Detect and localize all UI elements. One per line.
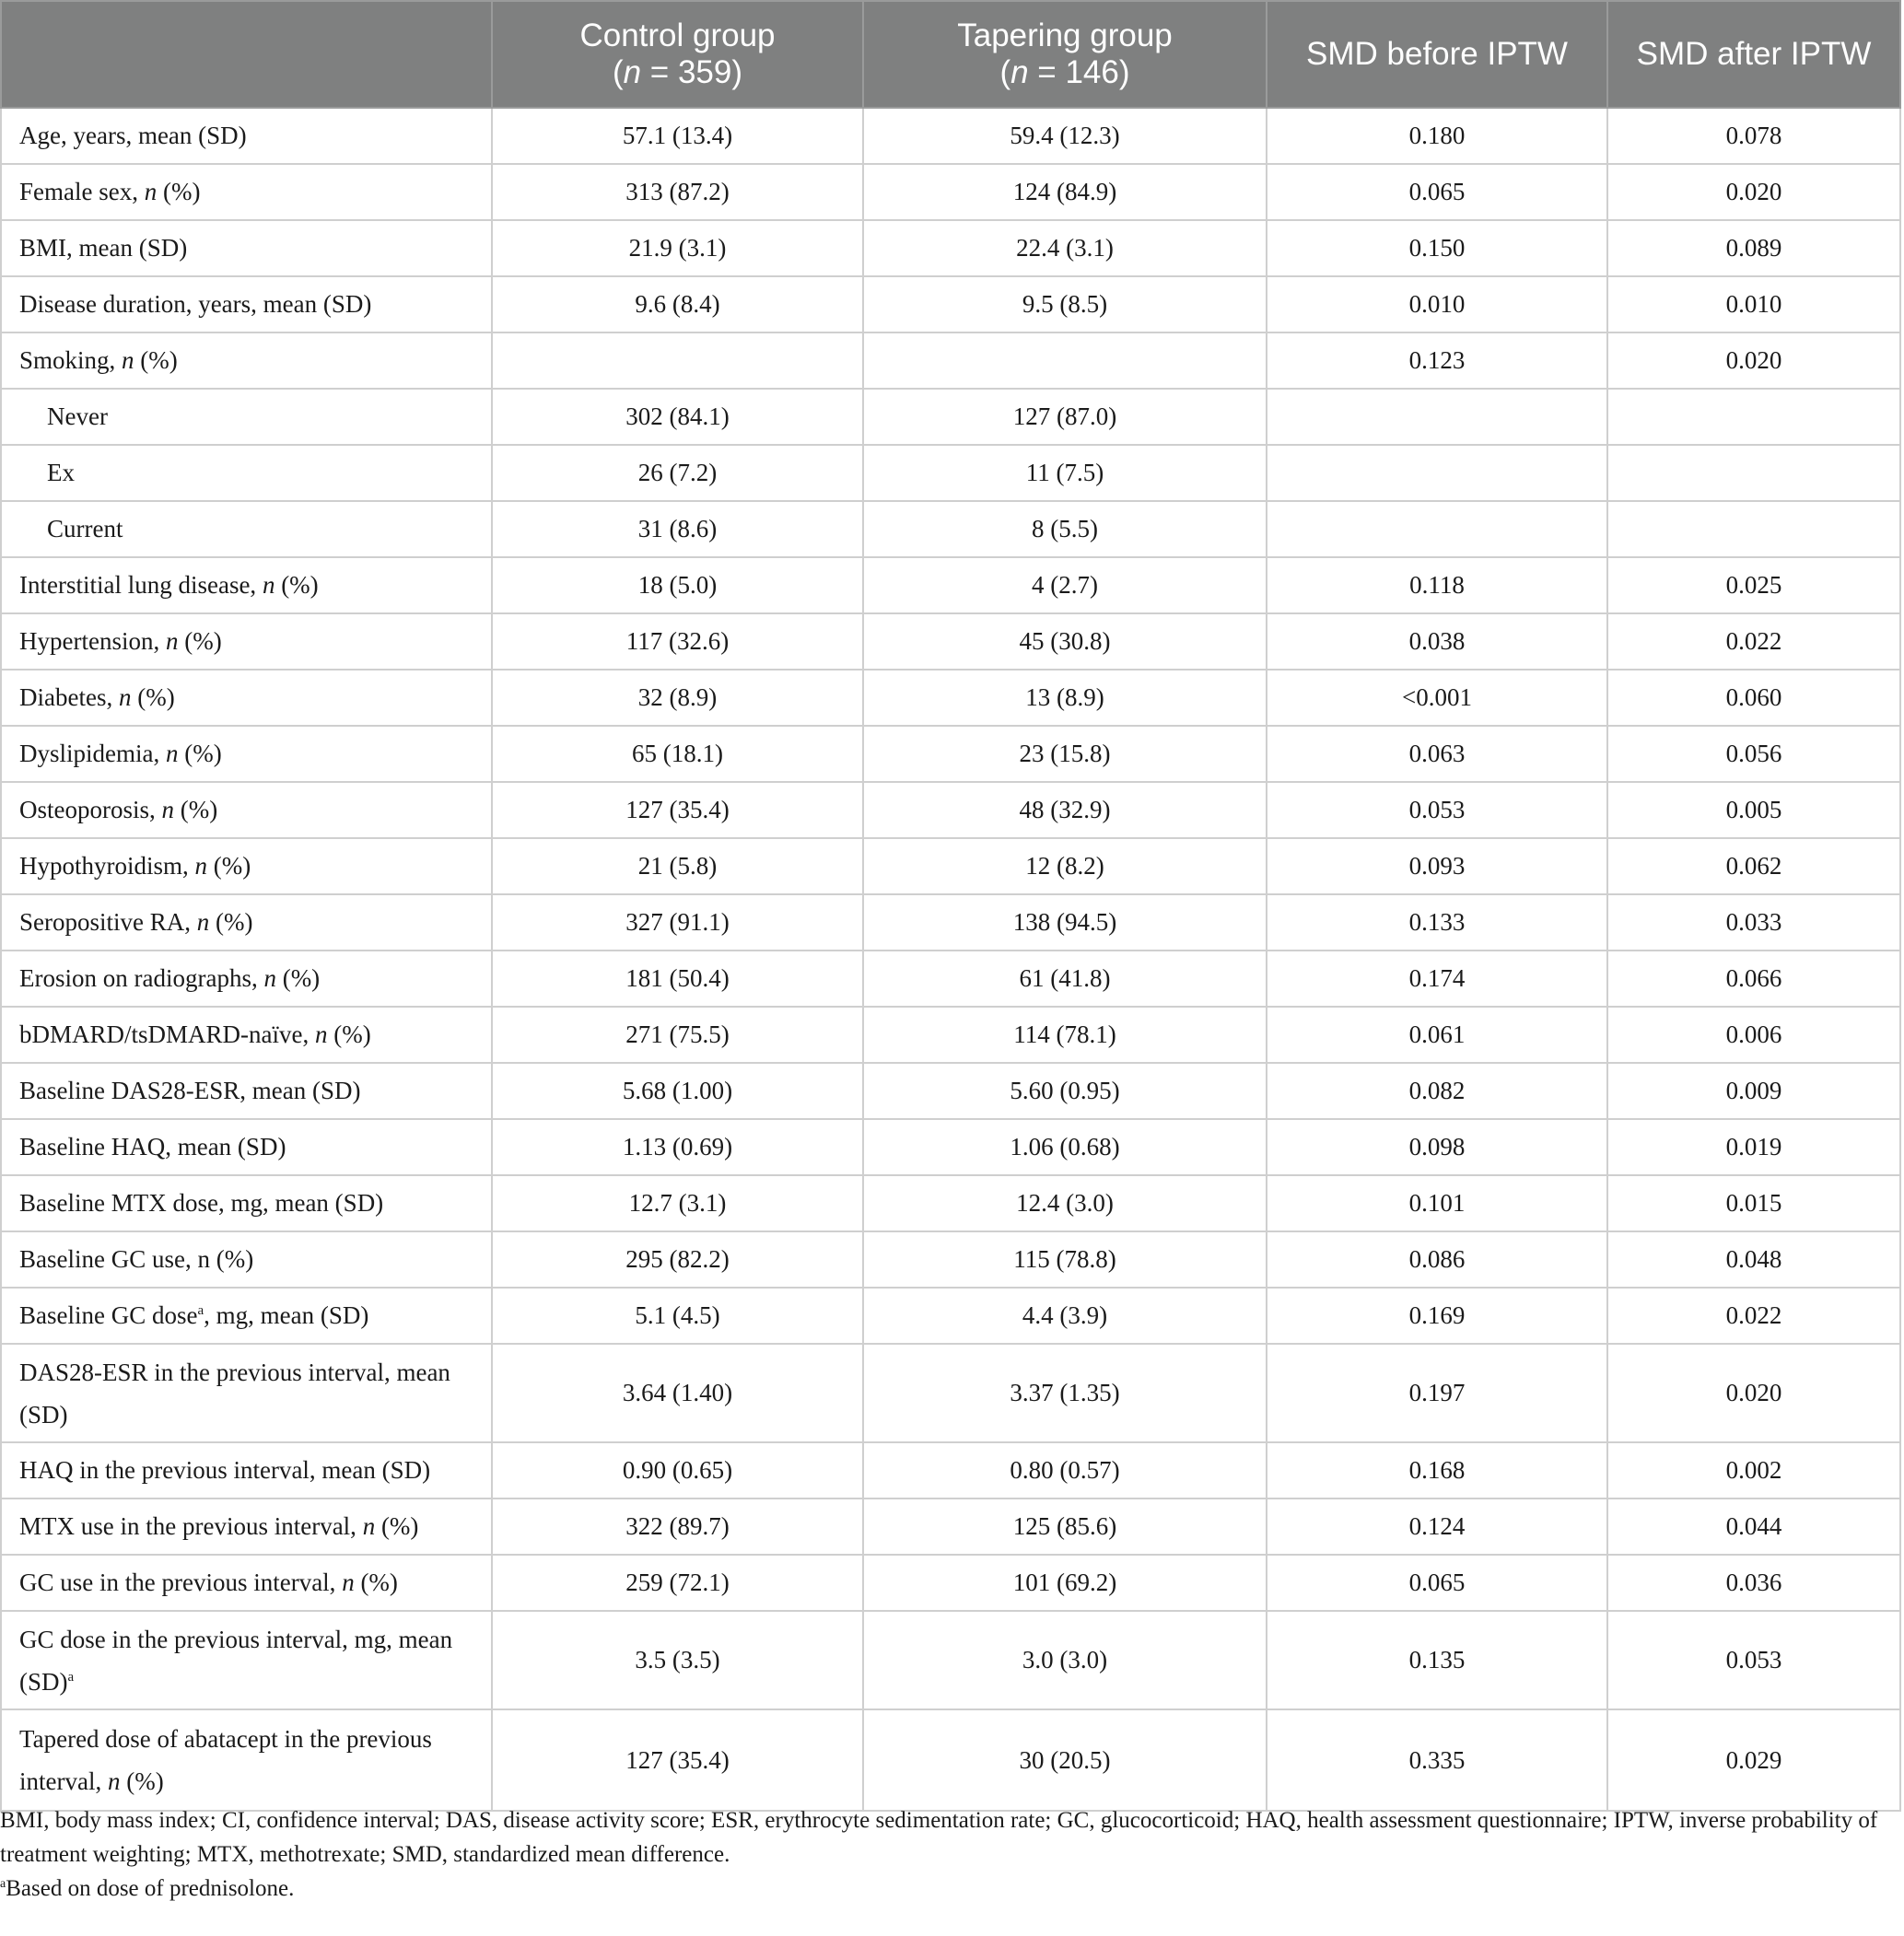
smd-after-value: 0.009	[1607, 1063, 1900, 1119]
row-label: DAS28-ESR in the previous interval, mean (SD)	[1, 1344, 492, 1442]
smd-before-value: 0.061	[1267, 1007, 1607, 1063]
smd-before-value: 0.169	[1267, 1288, 1607, 1344]
tapering-value: 4.4 (3.9)	[863, 1288, 1267, 1344]
tapering-value: 12.4 (3.0)	[863, 1175, 1267, 1231]
tapering-value: 127 (87.0)	[863, 389, 1267, 445]
table-row	[1, 951, 1900, 1007]
control-value: 1.13 (0.69)	[492, 1119, 863, 1175]
control-value: 0.90 (0.65)	[492, 1442, 863, 1499]
table-row	[1, 1555, 1900, 1611]
table-row	[1, 782, 1900, 838]
tapering-value: 48 (32.9)	[863, 782, 1267, 838]
tapering-value: 8 (5.5)	[863, 501, 1267, 557]
control-value: 26 (7.2)	[492, 445, 863, 501]
smd-before-value: 0.168	[1267, 1442, 1607, 1499]
table-row	[1, 613, 1900, 670]
row-label: Baseline GC use, n (%)	[1, 1231, 492, 1288]
table-row	[1, 276, 1900, 332]
row-label: Age, years, mean (SD)	[1, 108, 492, 164]
control-value: 327 (91.1)	[492, 894, 863, 951]
smd-after-value: 0.078	[1607, 108, 1900, 164]
smd-before-value: 0.135	[1267, 1611, 1607, 1709]
header-tapering-group	[863, 1, 1267, 108]
header-control-label: Control group	[579, 17, 776, 53]
control-value: 302 (84.1)	[492, 389, 863, 445]
smd-before-value: 0.098	[1267, 1119, 1607, 1175]
control-value: 117 (32.6)	[492, 613, 863, 670]
tapering-value: 13 (8.9)	[863, 670, 1267, 726]
tapering-value: 1.06 (0.68)	[863, 1119, 1267, 1175]
row-label: bDMARD/tsDMARD-naïve, n (%)	[1, 1007, 492, 1063]
smd-before-value: 0.053	[1267, 782, 1607, 838]
row-label: Seropositive RA, n (%)	[1, 894, 492, 951]
smd-before-value: 0.133	[1267, 894, 1607, 951]
tapering-value: 12 (8.2)	[863, 838, 1267, 894]
tapering-value: 11 (7.5)	[863, 445, 1267, 501]
smd-after-value	[1607, 389, 1900, 445]
smd-before-value	[1267, 445, 1607, 501]
tapering-value: 45 (30.8)	[863, 613, 1267, 670]
row-label: Baseline DAS28-ESR, mean (SD)	[1, 1063, 492, 1119]
control-value	[492, 332, 863, 389]
row-label: Erosion on radiographs, n (%)	[1, 951, 492, 1007]
footnote-abbreviations: BMI, body mass index; CI, confidence interval; DAS, disease activity score; ESR, erythrocyte sedimentation rate; GC, glucocorticoid; HAQ, health assessment questionnaire; IPTW, inverse probability of treatment weighting; MTX, methotrexate; SMD, standardized mean difference.	[0, 1808, 1878, 1867]
row-label: Hypothyroidism, n (%)	[1, 838, 492, 894]
control-value: 3.5 (3.5)	[492, 1611, 863, 1709]
smd-before-value: 0.174	[1267, 951, 1607, 1007]
table-row	[1, 1442, 1900, 1499]
header-smd-after: SMD after IPTW	[1607, 1, 1900, 108]
tapering-value: 30 (20.5)	[863, 1709, 1267, 1811]
footnote-a: $^a$Based on dose of prednisolone.	[0, 1876, 295, 1901]
tapering-value: 3.0 (3.0)	[863, 1611, 1267, 1709]
control-value: 259 (72.1)	[492, 1555, 863, 1611]
smd-after-value: 0.066	[1607, 951, 1900, 1007]
control-value: 21.9 (3.1)	[492, 220, 863, 276]
control-value: 32 (8.9)	[492, 670, 863, 726]
table-row	[1, 220, 1900, 276]
tapering-value: 114 (78.1)	[863, 1007, 1267, 1063]
smd-after-value: 0.048	[1607, 1231, 1900, 1288]
smd-after-value: 0.036	[1607, 1555, 1900, 1611]
smd-after-value: 0.022	[1607, 613, 1900, 670]
smd-before-value: 0.086	[1267, 1231, 1607, 1288]
row-label: Disease duration, years, mean (SD)	[1, 276, 492, 332]
smd-after-value: 0.056	[1607, 726, 1900, 782]
table-row	[1, 1709, 1900, 1811]
table-row	[1, 332, 1900, 389]
smd-before-value	[1267, 501, 1607, 557]
tapering-value: 101 (69.2)	[863, 1555, 1267, 1611]
control-value: 127 (35.4)	[492, 782, 863, 838]
smd-before-value: 0.063	[1267, 726, 1607, 782]
smd-after-value: 0.060	[1607, 670, 1900, 726]
smd-before-value: 0.150	[1267, 220, 1607, 276]
table-row	[1, 1344, 1900, 1442]
smd-after-value: 0.089	[1607, 220, 1900, 276]
control-value: 31 (8.6)	[492, 501, 863, 557]
smd-after-value: 0.033	[1607, 894, 1900, 951]
row-label: GC dose in the previous interval, mg, mean (SD)$^a$	[1, 1611, 492, 1709]
table-row	[1, 1119, 1900, 1175]
smd-before-value: 0.197	[1267, 1344, 1607, 1442]
tapering-value: 3.37 (1.35)	[863, 1344, 1267, 1442]
tapering-value: 59.4 (12.3)	[863, 108, 1267, 164]
smd-before-value: 0.082	[1267, 1063, 1607, 1119]
table-row	[1, 445, 1900, 501]
smd-after-value: 0.002	[1607, 1442, 1900, 1499]
smd-after-value: 0.010	[1607, 276, 1900, 332]
smd-before-value: 0.118	[1267, 557, 1607, 613]
row-label: Osteoporosis, n (%)	[1, 782, 492, 838]
tapering-value: 125 (85.6)	[863, 1499, 1267, 1555]
smd-after-value	[1607, 501, 1900, 557]
row-label: BMI, mean (SD)	[1, 220, 492, 276]
row-label: Dyslipidemia, n (%)	[1, 726, 492, 782]
row-label: Baseline HAQ, mean (SD)	[1, 1119, 492, 1175]
table-row	[1, 1175, 1900, 1231]
table-header-row	[1, 1, 1900, 108]
row-label: Tapered dose of abatacept in the previous interval, n (%)	[1, 1709, 492, 1811]
row-label: Baseline MTX dose, mg, mean (SD)	[1, 1175, 492, 1231]
control-value: 9.6 (8.4)	[492, 276, 863, 332]
table-row	[1, 1063, 1900, 1119]
smd-after-value: 0.044	[1607, 1499, 1900, 1555]
smd-before-value: 0.124	[1267, 1499, 1607, 1555]
table-row	[1, 1288, 1900, 1344]
control-value: 12.7 (3.1)	[492, 1175, 863, 1231]
tapering-value: 22.4 (3.1)	[863, 220, 1267, 276]
control-value: 5.68 (1.00)	[492, 1063, 863, 1119]
smd-before-value: 0.010	[1267, 276, 1607, 332]
row-label: Baseline GC dose$^a$, mg, mean (SD)	[1, 1288, 492, 1344]
control-value: 57.1 (13.4)	[492, 108, 863, 164]
smd-before-value: 0.335	[1267, 1709, 1607, 1811]
table-row	[1, 501, 1900, 557]
row-label: Smoking, n (%)	[1, 332, 492, 389]
row-label: MTX use in the previous interval, n (%)	[1, 1499, 492, 1555]
header-control-group	[492, 1, 863, 108]
tapering-value: 9.5 (8.5)	[863, 276, 1267, 332]
table-row	[1, 670, 1900, 726]
header-empty-cell	[1, 1, 492, 108]
smd-after-value: 0.062	[1607, 838, 1900, 894]
smd-after-value: 0.022	[1607, 1288, 1900, 1344]
tapering-value: 5.60 (0.95)	[863, 1063, 1267, 1119]
table-row	[1, 894, 1900, 951]
smd-after-value: 0.029	[1607, 1709, 1900, 1811]
header-tapering-n: (n = 146)	[999, 54, 1130, 90]
table-footnotes	[0, 1803, 1899, 1906]
row-label: Hypertension, n (%)	[1, 613, 492, 670]
control-value: 313 (87.2)	[492, 164, 863, 220]
table-row	[1, 389, 1900, 445]
smd-after-value	[1607, 445, 1900, 501]
control-value: 21 (5.8)	[492, 838, 863, 894]
row-label: HAQ in the previous interval, mean (SD)	[1, 1442, 492, 1499]
smd-before-value: 0.038	[1267, 613, 1607, 670]
tapering-value: 124 (84.9)	[863, 164, 1267, 220]
control-value: 3.64 (1.40)	[492, 1344, 863, 1442]
row-label: Current	[1, 501, 492, 557]
row-label: GC use in the previous interval, n (%)	[1, 1555, 492, 1611]
control-value: 5.1 (4.5)	[492, 1288, 863, 1344]
table-row	[1, 1231, 1900, 1288]
smd-before-value: 0.065	[1267, 164, 1607, 220]
tapering-value: 61 (41.8)	[863, 951, 1267, 1007]
smd-before-value: 0.093	[1267, 838, 1607, 894]
table-row	[1, 726, 1900, 782]
control-value: 65 (18.1)	[492, 726, 863, 782]
table-row	[1, 108, 1900, 164]
tapering-value: 138 (94.5)	[863, 894, 1267, 951]
control-value: 18 (5.0)	[492, 557, 863, 613]
smd-before-value: 0.065	[1267, 1555, 1607, 1611]
tapering-value: 115 (78.8)	[863, 1231, 1267, 1288]
smd-before-value: 0.180	[1267, 108, 1607, 164]
smd-after-value: 0.020	[1607, 164, 1900, 220]
tapering-value	[863, 332, 1267, 389]
smd-after-value: 0.020	[1607, 1344, 1900, 1442]
smd-after-value: 0.015	[1607, 1175, 1900, 1231]
smd-before-value: 0.123	[1267, 332, 1607, 389]
smd-after-value: 0.020	[1607, 332, 1900, 389]
table-row	[1, 1611, 1900, 1709]
control-value: 295 (82.2)	[492, 1231, 863, 1288]
smd-after-value: 0.019	[1607, 1119, 1900, 1175]
row-label: Interstitial lung disease, n (%)	[1, 557, 492, 613]
table-row	[1, 838, 1900, 894]
tapering-value: 4 (2.7)	[863, 557, 1267, 613]
tapering-value: 0.80 (0.57)	[863, 1442, 1267, 1499]
smd-before-value: <0.001	[1267, 670, 1607, 726]
control-value: 127 (35.4)	[492, 1709, 863, 1811]
control-value: 271 (75.5)	[492, 1007, 863, 1063]
table-row	[1, 164, 1900, 220]
control-value: 181 (50.4)	[492, 951, 863, 1007]
table-row	[1, 557, 1900, 613]
smd-before-value	[1267, 389, 1607, 445]
smd-after-value: 0.053	[1607, 1611, 1900, 1709]
table-row	[1, 1499, 1900, 1555]
smd-before-value: 0.101	[1267, 1175, 1607, 1231]
table-row	[1, 1007, 1900, 1063]
smd-after-value: 0.005	[1607, 782, 1900, 838]
row-label: Ex	[1, 445, 492, 501]
row-label: Never	[1, 389, 492, 445]
header-control-n: (n = 359)	[612, 54, 743, 90]
smd-after-value: 0.025	[1607, 557, 1900, 613]
header-tapering-label: Tapering group	[957, 17, 1173, 53]
row-label: Diabetes, n (%)	[1, 670, 492, 726]
tapering-value: 23 (15.8)	[863, 726, 1267, 782]
row-label: Female sex, n (%)	[1, 164, 492, 220]
smd-after-value: 0.006	[1607, 1007, 1900, 1063]
control-value: 322 (89.7)	[492, 1499, 863, 1555]
header-smd-before: SMD before IPTW	[1267, 1, 1607, 108]
